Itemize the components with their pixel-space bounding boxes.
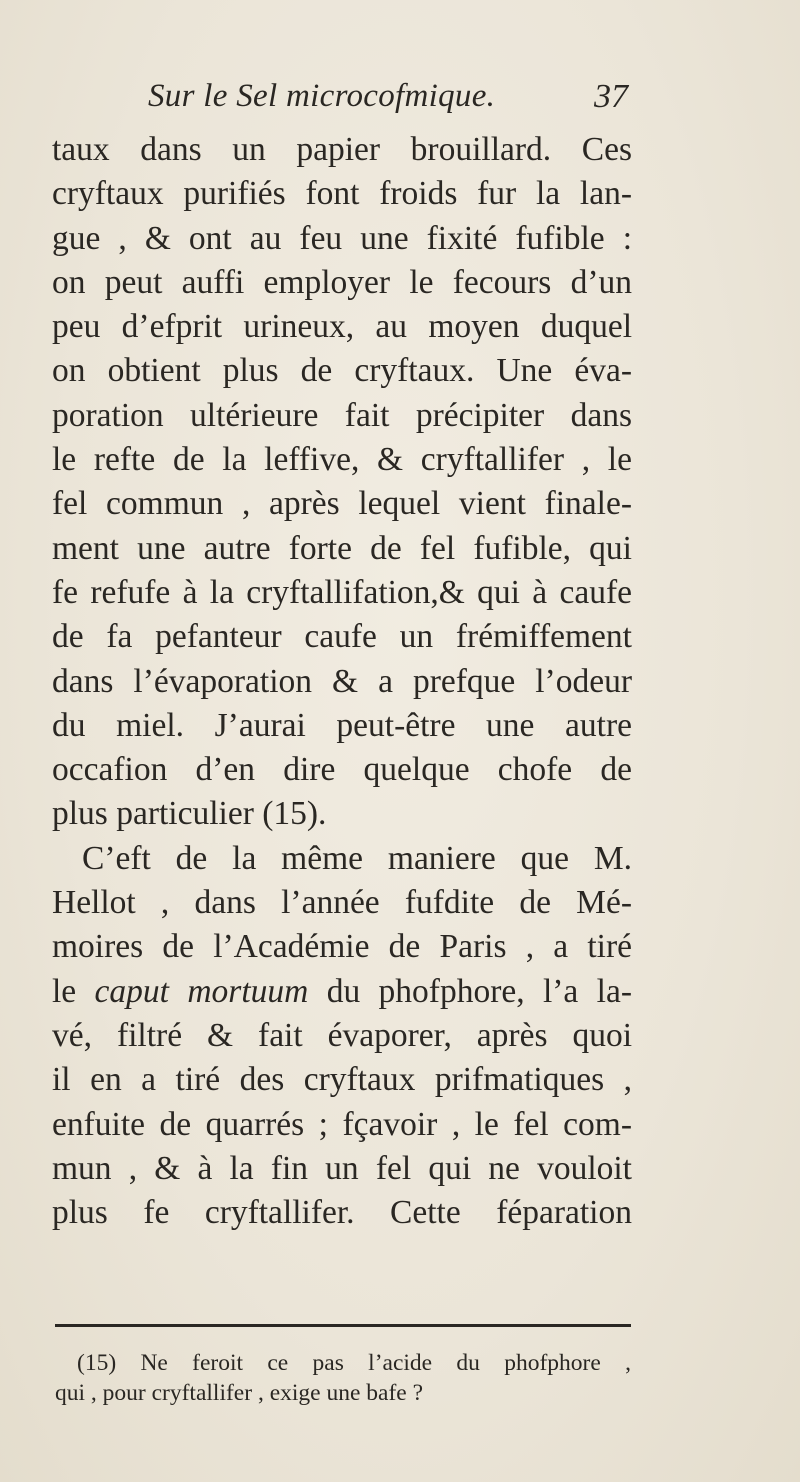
text-line: moires de l’Académie de Paris , a tiré: [52, 928, 632, 966]
text-line: occafion d’en dire quelque chofe de: [52, 751, 632, 789]
text-line: du miel. J’aurai peut-être une autre: [52, 706, 632, 744]
text-line: plus fe cryftallifer. Cette féparation: [52, 1194, 632, 1232]
footnote: [55, 1348, 631, 1408]
text-line: plus particulier (15).: [52, 795, 327, 833]
text-line: taux dans un papier brouillard. Ces: [52, 131, 632, 168]
text-line: ment une autre forte de fel fufible, qui: [52, 529, 632, 567]
latin-phrase: caput mortuum: [94, 972, 309, 1010]
body-text: [52, 128, 632, 1235]
text-line: de fa pefanteur caufe un frémiffement: [52, 618, 632, 656]
footnote-rule: [55, 1324, 631, 1327]
text-line: peu d’efprit urineux, au moyen duquel: [52, 308, 632, 346]
running-head: Sur le Sel microcofmique.: [148, 78, 496, 114]
text-line: C’eft de la même maniere que M.: [82, 839, 632, 877]
text-line: Hellot , dans l’année fufdite de Mé-: [52, 884, 632, 922]
page-number: 37: [594, 78, 628, 115]
text-line: le refte de la leffive, & cryftallifer , le: [52, 441, 632, 479]
footnote-line: qui , pour cryftallifer , exige une bafe ?: [55, 1380, 424, 1406]
text-line: poration ultérieure fait précipiter dans: [52, 396, 632, 434]
text-line: on peut auffi employer le fecours d’un: [52, 263, 632, 301]
text-line: dans l’évaporation & a prefque l’odeur: [52, 662, 632, 700]
text-line: gue , & ont au feu une fixité fufible :: [52, 219, 632, 257]
text-line: le caput mortuum du phofphore, l’a la-: [52, 972, 632, 1010]
text-line: il en a tiré des cryftaux prifmatiques ,: [52, 1061, 632, 1099]
text-line: fe refufe à la cryftallifation,& qui à caufe: [52, 573, 632, 611]
text-line: vé, filtré & fait évaporer, après quoi: [52, 1016, 632, 1054]
text-line: cryftaux purifiés font froids fur la lan-: [52, 175, 632, 213]
footnote-line: (15) Ne feroit ce pas l’acide du phofphore ,: [77, 1350, 631, 1376]
text-line: enfuite de quarrés ; fçavoir , le fel com-: [52, 1105, 632, 1143]
text-line: mun , & à la fin un fel qui ne vouloit: [52, 1149, 632, 1187]
page-header: [148, 78, 628, 122]
text-line: fel commun , après lequel vient finale-: [52, 485, 632, 523]
text-line: on obtient plus de cryftaux. Une éva-: [52, 352, 632, 390]
